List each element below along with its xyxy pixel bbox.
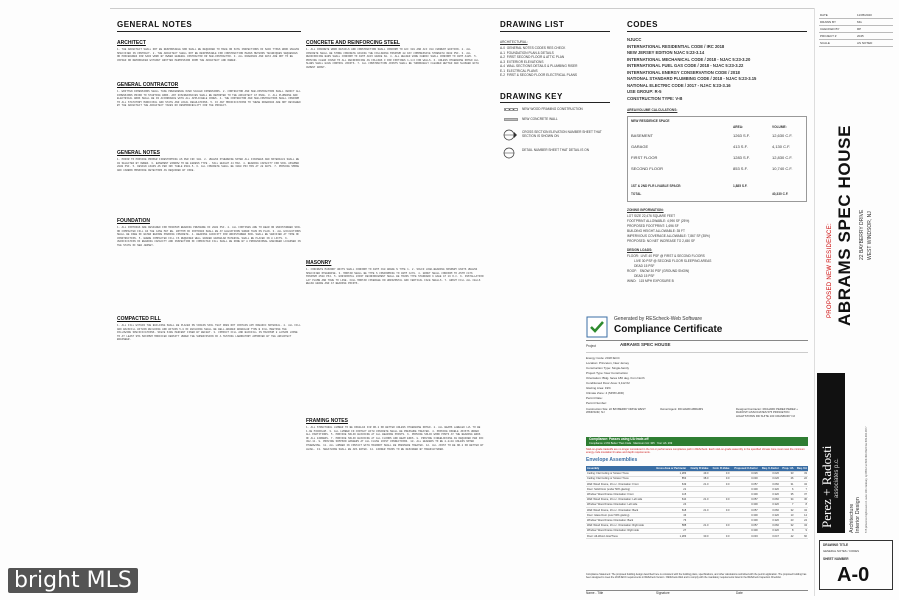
envelope-cell: 34 — [794, 508, 808, 513]
compacted-fill-heading: COMPACTED FILL — [117, 316, 161, 322]
envelope-cell: 32 — [780, 523, 795, 528]
envelope-cell: 0.320 — [759, 518, 780, 523]
envelope-cell: 1,283 — [652, 471, 688, 476]
title-block-row — [819, 33, 893, 40]
code-line: INTERNATIONAL FUEL GAS CODE / 2018 - NJAC 5:23-3.22 — [627, 63, 744, 68]
envelope-cell: 649 — [652, 482, 688, 487]
general-notes-heading: GENERAL NOTES — [117, 150, 160, 156]
drawing-list-item: A-1 FOUNDATION PLAN & DETAILS — [500, 50, 554, 55]
envelope-cell: 33 — [780, 471, 795, 476]
title-block-value: AS NOTED — [857, 41, 873, 45]
zoning-title: ZONING INFORMATION: — [627, 208, 664, 212]
envelope-cell: 42 — [780, 533, 795, 538]
area-space: SECOND FLOOR — [631, 166, 664, 171]
envelope-header: Gross Area or Perimeter — [652, 466, 688, 471]
envelope-cell: Ceiling: Flat Ceiling or Scissor Truss — [586, 471, 652, 476]
envelope-cell: 34 — [794, 523, 808, 528]
firm-name: Perez + Radosti — [819, 445, 834, 528]
masonry-heading: MASONRY — [306, 260, 332, 266]
compliance-field: Orientation: Bldg. faces 180 deg. from North — [586, 376, 645, 380]
drawing-key-title: DRAWING KEY — [500, 92, 563, 101]
architect-notes: 1. THE ARCHITECT SHALL NOT BE RESPONSIBLE NOR SHALL BE REQUIRED TO MAKE ON SITE INSPECTIONS OF SAID TYPES WORK UNLESS SPECIFIED IN CONTRACT. 2. THE ARCHITECT SHALL NOT BE RESPONSIBLE FOR CONSTRUCTION MEANS METHODS TECHNIQUES SEQUENCES OR PROCEDURES FOR SAID WORK BY OWNER GENERAL CONTRACTOR OR SUB-CONTRACTOR. 3. ALL DRAWINGS AND DATA ARE NOT TO BE COPIED OR REPRODUCED WITHOUT WRITTEN PERMISSION FROM THE ARCHITECT AND OWNER. — [117, 48, 300, 62]
envelope-cell: Wall: Wood Frame, 16 o.c. Orientation: Front — [586, 482, 652, 487]
envelope-cell: Door: Solid Door (under 50% glazing) — [586, 487, 652, 492]
drawing-title: GENERAL NOTES / CODES — [823, 549, 859, 553]
rescheck-generated-by: Generated by REScheck-Web Software — [614, 316, 703, 322]
code-line: CONSTRUCTION TYPE: V-B — [627, 95, 683, 101]
compliance-field: Conditioned Floor Area: 3,112 ft2 — [586, 381, 630, 385]
envelope-cell: 32 — [780, 508, 795, 513]
compliance-field: Permit Date: — [586, 396, 603, 400]
total-value: 40,330 C.F. — [772, 192, 789, 196]
compliance-field: Construction Type: Single-family — [586, 366, 629, 370]
envelope-cell: Wall: Wood Frame, 16 o.c. Orientation: Back — [586, 508, 652, 513]
foundation-heading: FOUNDATION — [117, 218, 150, 224]
drawing-list-item: A-3 EXTERIOR ELEVATIONS — [500, 59, 544, 64]
firm-address: 575 princeton hightstown rd. suite 100 cranbury, nj 08512 tel 609.490.0922 fax 609.490.0977 — [865, 426, 868, 533]
area-header-area: AREA: — [733, 125, 744, 129]
title-block-value: 2045 — [857, 34, 864, 38]
envelope-cell: 0.026 — [730, 471, 758, 476]
envelope-assemblies-title: Envelope Assemblies — [586, 457, 638, 463]
title-block-key: SCALE — [820, 41, 830, 45]
compliance-pass-text: Compliance: Passes using UA trade-off — [589, 437, 649, 441]
drawing-list-item: A-2 FIRST SECOND FLOOR & ATTIC PLAN — [500, 55, 565, 59]
compliance-field: Project Type: New Construction — [586, 371, 628, 375]
area-header-volume: VOLUME: — [772, 125, 787, 129]
envelope-cell: Floor: All-Wood Joist/Truss — [586, 533, 652, 538]
envelope-cell: Ceiling: Flat Ceiling or Scissor Truss — [586, 476, 652, 481]
envelope-cell: Wall: Wood Frame, 16 o.c. Orientation: Left side — [586, 497, 652, 502]
envelope-cell: 34 — [780, 497, 795, 502]
envelope-cell: 7 — [780, 502, 795, 507]
title-block-row — [819, 19, 893, 26]
envelope-cell: 618 — [652, 508, 688, 513]
compliance-certificate-title: Compliance Certificate — [614, 324, 723, 335]
envelope-cell: 27 — [652, 528, 688, 533]
envelope-header: Proposed U-Factor — [730, 466, 758, 471]
framing-heading: FRAMING NOTES — [306, 418, 348, 424]
envelope-header: Assembly — [586, 466, 652, 471]
compliance-field: Glazing Area: 19% — [586, 386, 611, 390]
envelope-cell: 0.0 — [709, 497, 730, 502]
envelope-header: Prop. UA — [780, 466, 795, 471]
title-block-value: RP — [857, 27, 862, 31]
sign-name-label: Name - Title — [586, 591, 604, 595]
drawing-key-item: DETAIL NUMBER SHEET THAT DETAIL IS ON — [522, 148, 590, 152]
concrete-heading: CONCRETE AND REINFORCING STEEL — [306, 40, 400, 46]
area-value: 1263 S.F. — [733, 133, 750, 138]
envelope-cell: 49.0 — [687, 471, 709, 476]
detail-marker-icon — [502, 146, 518, 160]
area-space: GARAGE — [631, 144, 649, 149]
envelope-cell: 21.0 — [687, 497, 709, 502]
title-block-key: DRAWN BY — [820, 20, 837, 24]
construction-site: Construction Site: 22 BAYBERRY DRIVE WEST WINDSOR, NJ — [586, 407, 646, 415]
envelope-cell: 0.320 — [759, 528, 780, 533]
envelope-cell: 0.0 — [709, 476, 730, 481]
envelope-cell: 13 — [780, 513, 795, 518]
volume-value: 12,630 C.F. — [772, 133, 793, 138]
envelope-cell: 0.047 — [759, 533, 780, 538]
envelope-cell: 21 — [652, 487, 688, 492]
envelope-cell: 21.0 — [687, 482, 709, 487]
slab-note: Slab-on-grade tradeoffs are no longer considered in the UA or performance compliance path in REScheck. Each slab-on-grade assembly in the specified climate zone must meet the minimum energy code insulation R-value and depth requirements. — [586, 448, 805, 455]
concrete-wall-symbol — [504, 118, 518, 121]
sign-date-label: Date — [736, 591, 743, 595]
envelope-cell: 0.060 — [759, 508, 780, 513]
sign-signature-label: Signature — [656, 591, 670, 595]
drawing-list-subheading: ARCHITECTURAL: — [500, 40, 528, 44]
general-contractor-heading: GENERAL CONTRACTOR — [117, 82, 179, 88]
drawing-key-item: NEW CONCRETE WALL — [522, 117, 558, 121]
section-marker-icon — [502, 128, 518, 142]
envelope-cell: 0.0 — [709, 523, 730, 528]
envelope-cell: 21.0 — [687, 523, 709, 528]
envelope-cell: Door: Glass Door (over 50% glazing) — [586, 513, 652, 518]
code-line: NATIONAL ELECTRIC CODE / 2017 - NJAC 5:23-3.16 — [627, 82, 731, 88]
envelope-cell: 853 — [652, 476, 688, 481]
project-label: Project — [586, 344, 596, 348]
envelope-cell: Window: Wood Frame Orientation: Front — [586, 492, 652, 497]
compliance-pass-detail: Compliance: 2.0% Better Than Code Maximum UA: 305 Your UA: 299 — [589, 442, 673, 445]
general-notes-text: 1. PRIOR TO PROVIDE PROPER FIRESTOPPING AS PER IRC 302. 2. UNLESS OTHERWISE NOTED ALL FINISHES AND MATERIALS SHALL BE AS SELECTED BY OWNER. 3. BASEMENT WINDOW TO BE EGRESS TYPE - SILL HEIGHT 44 MAX. 4. BEARING CAPACITY FOR SOIL ASSUMED 2000 PSF. 5. DESIGN LOADS AS PER IRC TABLE R301.5. 6. ALL CONCRETE SHALL BE 3000 PSI MIN AT 28 DAYS. 7. PROVIDE SMOKE AND CARBON MONOXIDE DETECTORS AS REQUIRED BY CODE. — [117, 158, 300, 172]
title-block-key: PROJECT # — [820, 34, 837, 38]
code-line: NJUCC — [627, 37, 642, 42]
envelope-cell: 14 — [794, 513, 808, 518]
architect-heading: ARCHITECT — [117, 40, 146, 46]
drawing-list-title: DRAWING LIST — [500, 20, 565, 29]
envelope-table — [586, 466, 808, 539]
envelope-cell: 0.060 — [759, 497, 780, 502]
proposed-label: PROPOSED NEW RESIDENCE: — [827, 223, 833, 318]
code-line: INTERNATIONAL MECHANICAL CODE / 2018 - NJAC 5:23-3.20 — [627, 56, 751, 62]
envelope-row — [586, 533, 808, 538]
title-block-row — [819, 12, 893, 19]
envelope-cell: 0.033 — [730, 533, 758, 538]
envelope-cell: 0.0 — [709, 508, 730, 513]
general-contractor-notes: 1. WRITTEN DIMENSIONS SHALL TAKE PREFERENCE OVER SCALED DIMENSIONS. 2. CONTRACTOR AND SUB-CONTRACTORS SHALL VERIFY ALL DIMENSIONS PRIOR TO STARTING WORK. ANY DISCREPANCIES SHALL BE REPORTED TO THE ARCHITECT AT ONCE. 3. ALL PLUMBING AND ELECTRICAL WORK SHALL BE IN ACCORDANCE WITH ALL APPLICABLE CODES. 4. THE CONTRACTOR AND SUB-CONTRACTORS SHALL CONFORM TO ALL STATUTORY MUNICIPAL AND STATE AND LOCAL REGULATIONS. 5. IF ANY MODIFICATIONS TO THESE DRAWINGS ARE NOT REVIEWED BY THE ARCHITECT THE ARCHITECT TAKES NO RESPONSIBILITY FOR THE PROJECT. — [117, 90, 301, 108]
zoning-line: BUILDING HEIGHT ALLOWABLE: 35 FT — [627, 229, 685, 233]
total-label: TOTAL — [631, 192, 642, 196]
project-title: ABRAMS SPEC HOUSE — [835, 124, 854, 326]
design-load-line: ROOF: SNOW 30 PSF (GROUND SNOW) — [627, 269, 690, 273]
envelope-cell: 0.0 — [709, 471, 730, 476]
envelope-cell: 0.320 — [759, 513, 780, 518]
owner-agent: Owner/Agent: RICHARD ABRAMS — [660, 407, 704, 411]
envelope-cell: 0.060 — [759, 523, 780, 528]
drawing-list-item: A-0 GENERAL NOTES CODES RES CHECK — [500, 46, 566, 50]
project-name: ABRAMS SPEC HOUSE — [620, 342, 671, 347]
envelope-cell: 35 — [780, 492, 795, 497]
zoning-line: PROPOSED: NO NET INCREASE TO 2,450 SF — [627, 239, 696, 243]
envelope-header: Req. U-Factor — [759, 466, 780, 471]
code-line: USE GROUP: R-5 — [627, 89, 662, 94]
area-value: 853 S.F. — [733, 166, 748, 171]
drawing-title-label: DRAWING TITLE — [823, 543, 849, 547]
livable-value: 1,885 S.F. — [733, 184, 748, 188]
concrete-notes: 1. ALL CONCRETE WORK DETAILS AND CONSTRUCTION SHALL CONFORM TO ACI 301 AND ACI 318 CURRENT EDITION. 2. ALL CONCRETE SHALL BE STONE CONCRETE HAVING THE FOLLOWING MINIMUM 28 DAY COMPRESSIVE STRENGTH 3000 PSI. 3. ALL REINFORCING BARS SHALL CONFORM TO ASTM A615 GRADE 60. 4. ALL WELDED WIRE FABRIC SHALL CONFORM TO ASTM A185. 5. PROVIDE CLEAR COVER TO ALL REINFORCING AS FOLLOWS 3 FOR FOOTINGS 1-1/2 FOR WALLS. 6. UNLESS OTHERWISE NOTED ALL SLABS SHALL HAVE CONTROL JOINTS. 7. ALL CONSTRUCTION JOINTS SHALL BE THOROUGHLY CLEANED WETTED AND SLUSHED WITH CEMENT GROUT. — [306, 48, 479, 69]
envelope-cell: 76 — [652, 518, 688, 523]
design-loads-title: DESIGN LOADS: — [627, 248, 653, 252]
design-load-line: WIND: 115 MPH EXPOSURE B — [627, 279, 674, 283]
compliance-field: Location: Princeton, New Jersey — [586, 361, 630, 365]
envelope-cell: Window: Wood Frame Orientation: Back — [586, 518, 652, 523]
envelope-cell: 0.030 — [730, 476, 758, 481]
envelope-cell: 0.320 — [759, 492, 780, 497]
compacted-fill-notes: 1. ALL FILL WITHIN THE BUILDING SHALL BE PLACED ON VIRGIN SOIL THAT DOES NOT CONTAIN ANY ORGANIC MATERIAL. 2. ALL FILL AND BACKFILL WITHIN BUILDING AND WITHIN 5-0 OF BUILDING SHALL BE WELL-GRADED GRANULAR TYPE B FILL MEETING THE FOLLOWING SPECIFICATIONS. SIEVE SIZE PERCENT FINER BY WEIGHT. 3. COMPACT FILL AND BACKFILL IN MAXIMUM 8 LAYERS LOOSE TO AT LEAST 95% MAXIMUM MODIFIED DENSITY UNDER THE SUPERVISION OF A TESTING LABORATORY APPROVED BY THE ARCHITECT ENGINEER. — [117, 324, 301, 342]
title-block — [814, 8, 896, 596]
compliance-field: Energy Code: 2018 IECC — [586, 356, 620, 360]
envelope-cell: 0.0 — [709, 482, 730, 487]
bright-mls-watermark: bright MLS — [8, 568, 138, 593]
area-value: 1283 S.F. — [733, 155, 750, 160]
firm-services: Architecture Interior Design — [849, 497, 861, 533]
title-block-value: 11/05/2020 — [857, 13, 872, 17]
drawing-list-item: A-4 WALL SECTIONS DETAILS & PLUMBING RISER — [500, 64, 578, 68]
rescheck-logo-icon — [586, 316, 608, 338]
zoning-line: LOT SIZE 22,476 SQUARE FEET — [627, 214, 676, 218]
title-block-value: MG — [857, 20, 862, 24]
title-block-key: DATE — [820, 13, 828, 17]
envelope-cell: 6 — [780, 487, 795, 492]
volume-value: 12,830 C.F. — [772, 155, 793, 160]
envelope-cell: 0.320 — [759, 502, 780, 507]
envelope-cell: 0.300 — [730, 487, 758, 492]
drawing-list-item: E-2 FIRST & SECOND FLOOR ELECTRICAL PLANS — [500, 73, 578, 77]
envelope-cell: 0.026 — [759, 476, 780, 481]
address-line-1: 22 BAYBERRY DRIVE — [859, 209, 865, 260]
livable-label: 1ST & 2ND FLR LIVABLE SPACE: — [631, 184, 682, 188]
envelope-cell: Window: Wood Frame Orientation: Right side — [586, 528, 652, 533]
envelope-cell: 0.057 — [730, 508, 758, 513]
envelope-header: Req. UA — [794, 466, 808, 471]
volume-value: 10,740 C.F. — [772, 166, 793, 171]
envelope-cell: 0.320 — [759, 487, 780, 492]
envelope-cell: 0.057 — [730, 497, 758, 502]
envelope-header: Cavity R-Value — [687, 466, 709, 471]
zoning-line: FOOTPRINT ALLOWABLE: 4,990 SF (25%) — [627, 219, 690, 223]
firm-sub: associates p.c. — [834, 458, 840, 498]
zoning-line: PROPOSED FOOTPRINT: 1,696 SF — [627, 224, 679, 228]
area-space: FIRST FLOOR — [631, 155, 658, 160]
address-line-2: WEST WINDSOR, NJ — [867, 211, 873, 260]
title-block-row — [819, 40, 893, 47]
envelope-cell: 0.057 — [730, 482, 758, 487]
envelope-cell: 1,283 — [652, 533, 688, 538]
area-header-space: NEW RESIDENCE SPACE — [631, 119, 670, 123]
volume-value: 4,130 C.F. — [772, 144, 791, 149]
code-line: NEW JERSEY EDITION NJAC 5:23-3.14 — [627, 50, 705, 55]
envelope-cell: 0.300 — [730, 518, 758, 523]
envelope-cell: 37 — [794, 492, 808, 497]
envelope-cell: 34 — [794, 482, 808, 487]
code-line: INTERNATIONAL RESIDENTIAL CODE / IRC 2018 — [627, 43, 725, 49]
design-load-line: DEAD 15 PSF — [627, 264, 655, 268]
area-calc-title: AREA/VOLUME CALCULATIONS: — [627, 108, 678, 112]
framing-notes: 1. ALL STRUCTURAL LUMBER TO BE DOUGLAS FIR NO.2 OR BETTER UNLESS OTHERWISE NOTED. 2. ALL BEAMS LABELED LVL TO BE 1.9E MICROLAM. 3. ALL LUMBER IN CONTACT WITH CONCRETE SHALL BE PRESSURE TREATED. 4. PROVIDE DOUBLE JOISTS UNDER ALL PARTITIONS. 5. PROVIDE SOLID BLOCKING AT ALL BEARING POINTS. 6. PROVIDE SOLID WOOD POSTS AT THE BEARING ENDS OF ALL GIRDERS. 7. PROVIDE SOLID BLOCKING AT ALL FLOORS AND BEAM ENDS. 8. PROVIDE FIREBLOCKING AS REQUIRED PER IRC 302.11. 9. PROVIDE SIMPSON HANGERS AT ALL FLUSH JOIST CONNECTIONS. 10. ALL HEADERS TO BE 2-2x10 UNLESS NOTED OTHERWISE. 11. ALL LUMBER IN CONTACT WITH MASONRY SHALL BE PRESSURE TREATED. 12. ALL JOIST TO BE NO.2 OR BETTER BY LEVEL. 13. SHEATHING SHALL BE APA RATED. 14. GIRDER TRUSS TO BE DESIGNED BY MANUFACTURER. — [306, 426, 484, 451]
compliance-field: Climate Zone: 4 (5458 HDD) — [586, 391, 625, 395]
drawing-list-item: E-1 ELECTRICAL PLANS — [500, 68, 538, 73]
area-space: BASEMENT — [631, 133, 654, 138]
envelope-cell: 0.0 — [709, 533, 730, 538]
sheet-number: A-0 — [837, 564, 870, 586]
design-load-line: LIVE 30 PSF @ SECOND FLOOR SLEEPING AREAS — [627, 259, 712, 263]
designer-contractor: Designer/Contractor: RICHARD PEREZ PEREZ + RADOSTI ASSOCIATES 575 PRINCETON HIGHTSTOWN RD SUITE 100 CRANBURY NJ — [736, 407, 798, 418]
compliance-statement: Compliance Statement: The proposed building design described here is consistent with the building plans, specifications, and other calculations submitted with the permit application. The proposed building has been designed to meet the 2018 IECC requirements in REScheck Version : REScheck-Web and to comply with the mandatory requirements listed in the REScheck Inspection Checklist. — [586, 573, 807, 579]
envelope-header: Cont. R-Value — [709, 466, 730, 471]
drawing-key-item: CROSS SECTION ELEVATION NUMBER SHEET THAT SECTION IS SHOWN ON — [522, 130, 602, 138]
envelope-cell: 60 — [794, 533, 808, 538]
envelope-cell: 0.300 — [730, 492, 758, 497]
zoning-line: IMPERVIOUS COVERAGE ALLOWABLE: 7,867 SF (35%) — [627, 234, 710, 238]
sheet-number-label: SHEET NUMBER — [823, 557, 849, 561]
envelope-cell: 38.0 — [687, 476, 709, 481]
envelope-cell: 8 — [780, 528, 795, 533]
envelope-cell: 26 — [780, 476, 795, 481]
envelope-cell: 36 — [794, 497, 808, 502]
envelope-cell: 33 — [794, 471, 808, 476]
drawing-key-item: NEW WOOD FRAMING CONSTRUCTION — [522, 107, 583, 111]
title-block-row — [819, 26, 893, 33]
envelope-cell: 644 — [652, 497, 688, 502]
wood-framing-symbol — [504, 108, 518, 111]
envelope-cell: Wall: Wood Frame, 16 o.c. Orientation: Right side — [586, 523, 652, 528]
envelope-cell: 588 — [652, 523, 688, 528]
envelope-cell: 0.300 — [730, 513, 758, 518]
design-load-line: FLOOR: LIVE 40 PSF @ FIRST & SECOND FLOORS — [627, 254, 705, 258]
envelope-cell: 115 — [652, 492, 688, 497]
code-line: NATIONAL STANDARD PLUMBING CODE / 2018 - NJAC 5:23-3.15 — [627, 76, 757, 81]
general-notes-title: GENERAL NOTES — [117, 20, 193, 29]
envelope-cell: 0.060 — [759, 482, 780, 487]
envelope-cell: 30.0 — [687, 533, 709, 538]
envelope-cell: 0.026 — [759, 471, 780, 476]
foundation-notes: 1. ALL FOOTINGS ARE DESIGNED FOR MINIMUM BEARING PRESSURE OF 2000 PSF. 2. ALL FOOTINGS ARE TO BEAR ON UNDISTURBED SOIL OR COMPACTED FILL AS THE CASE MAY BE. BOTTOM OF FOOTINGS SHALL BE AT ELEVATIONS SHOWN THUS ON PLAN. 3. ALL EXCAVATIONS SHALL BE FREE OF WATER BEFORE POURING CONCRETE. 4. BEARING CAPACITY FOR UNDISTURBED SOIL SHALL BE VERIFIED AT TIME OF CONSTRUCTION. 5. WHERE COMPACTED FILL IS REQUIRED WELL GRADED GRANULAR MATERIAL SHALL BE PLACED IN 8 LIFTS. 6. VERIFICATION OF BEARING CAPACITY AND INSPECTION OF COMPACTED FILL SHALL BE DONE BY A PROFESSIONAL ENGINEER LICENSED IN THE STATE OF NEW JERSEY. — [117, 226, 301, 247]
title-block-key: CHECKED BY — [820, 27, 840, 31]
masonry-notes: 1. CONCRETE MASONRY UNITS SHALL CONFORM TO ASTM C90 GRADE N TYPE 1. 2. SOLID LOAD-BEARING MASONRY UNITS UNLESS SPECIFIED OTHERWISE. 3. MORTAR SHALL BE TYPE S CONFORMING TO ASTM C270. 4. GROUT SHALL CONFORM TO ASTM C476 MINIMUM 2500 PSI. 5. HORIZONTAL JOINT REINFORCEMENT SHALL BE TRUSS TYPE STANDARD 9 GAGE AT 16 O.C. 6. INSTALLATION LAY PLUMB AND TRUE TO LINE. FULL MORTAR COVERAGE ON HORIZONTAL AND VERTICAL FACE SHELLS. 7. GROUT FILL ALL CELLS BELOW GRADE AND AT BEARING POINTS. — [306, 268, 484, 286]
envelope-cell: 0.300 — [730, 502, 758, 507]
envelope-cell: 22 — [794, 476, 808, 481]
envelope-cell: 24 — [794, 518, 808, 523]
envelope-cell: 0.057 — [730, 523, 758, 528]
envelope-cell: 9 — [794, 528, 808, 533]
envelope-cell: 23 — [780, 518, 795, 523]
compliance-field: Permit Number: — [586, 401, 608, 405]
envelope-cell: 24 — [652, 502, 688, 507]
codes-title: CODES — [627, 20, 658, 29]
code-line: INTERNATIONAL ENERGY CONSERVATION CODE / 2018 — [627, 69, 740, 75]
envelope-cell: 0.300 — [730, 528, 758, 533]
envelope-cell: 8 — [794, 502, 808, 507]
envelope-cell: 43 — [652, 513, 688, 518]
envelope-cell: 21.0 — [687, 508, 709, 513]
area-value: 413 S.F. — [733, 144, 748, 149]
design-load-line: DEAD 15 PSF — [627, 274, 655, 278]
envelope-cell: Window: Wood Frame Orientation: Left side — [586, 502, 652, 507]
envelope-cell: 31 — [780, 482, 795, 487]
envelope-cell: 7 — [794, 487, 808, 492]
